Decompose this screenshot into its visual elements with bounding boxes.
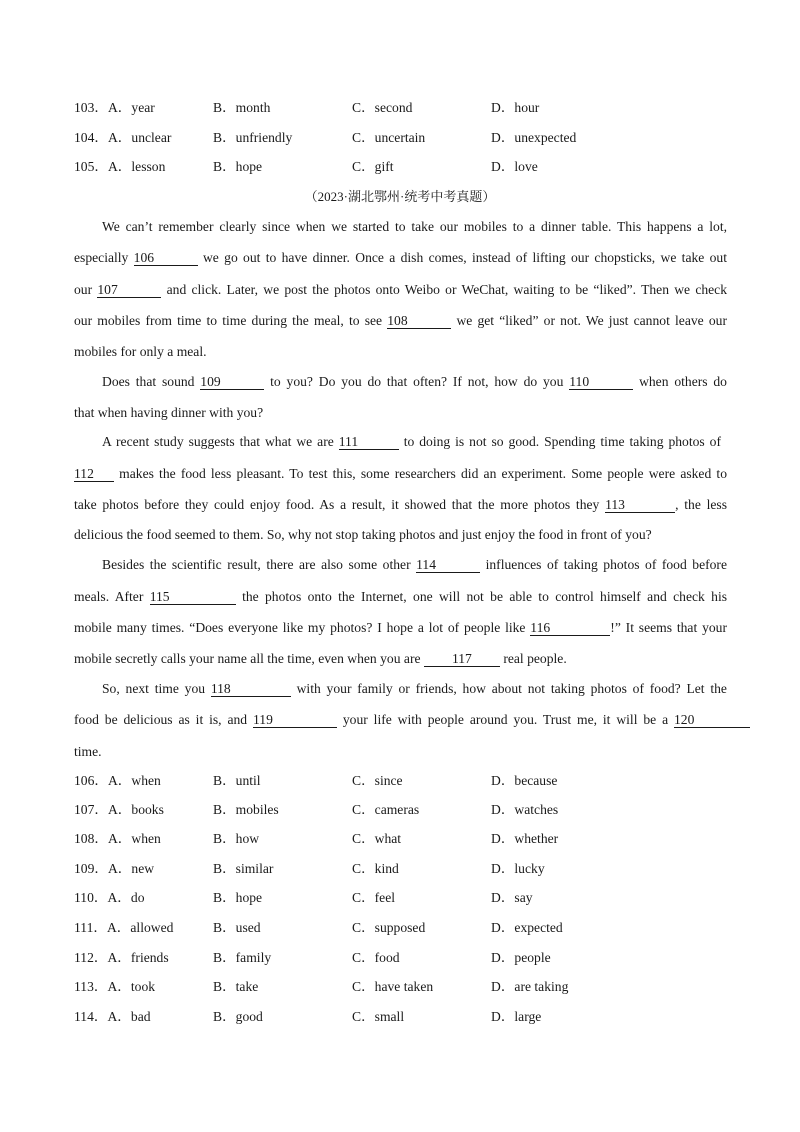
option-d: D．expected (491, 920, 563, 935)
blank-120[interactable]: 120 (674, 712, 750, 728)
passage-line: 112 makes the food less pleasant. To test this, some researchers did an experiment. Some people were asked to (74, 466, 728, 481)
option-d: D．unexpected (491, 130, 577, 145)
option-b: B．mobiles (213, 802, 279, 817)
option-b: B．take (213, 979, 259, 994)
option-d: D．say (491, 890, 533, 905)
option-a: 110．A．do (74, 890, 145, 905)
option-b: B．hope (213, 890, 263, 905)
option-c: C．kind (352, 861, 399, 876)
passage-line: take photos before they could enjoy food. As a result, it showed that the more photos they 113 , the less (74, 497, 727, 512)
passage-line: that when having dinner with you? (74, 405, 264, 420)
passage-line: food be delicious as it is, and 119 your life with people around you. Trust me, it will be a 120 (74, 710, 750, 730)
option-d: D．love (491, 159, 538, 174)
option-a: 107．A．books (74, 802, 164, 817)
option-a: 111．A．allowed (74, 920, 174, 935)
option-b: B．family (213, 950, 272, 965)
passage-line: Does that sound 109 to you? Do you do that often? If not, how do you 110 when others do (102, 374, 727, 389)
blank-119[interactable]: 119 (253, 712, 337, 728)
option-b: B．similar (213, 861, 274, 876)
blank-113[interactable]: 113 (605, 497, 675, 513)
option-c: C．supposed (352, 920, 426, 935)
blank-116[interactable]: 116 (530, 620, 610, 636)
option-d: D．hour (491, 100, 540, 115)
option-d: D．are taking (491, 979, 569, 994)
source-label: （2023·湖北鄂州·统考中考真题） (304, 189, 496, 204)
passage-line: Besides the scientific result, there are also some other 114 influences of taking photos of food before (102, 557, 727, 572)
option-b: B．how (213, 831, 260, 846)
option-a: 105．A．lesson (74, 159, 166, 174)
option-c: C．food (352, 950, 400, 965)
passage-line: mobiles for only a meal. (74, 344, 207, 359)
option-b: B．hope (213, 159, 263, 174)
option-c: C．cameras (352, 802, 420, 817)
passage-line: delicious the food seemed to them. So, why not stop taking photos and just enjoy the food in front of you? (74, 527, 652, 542)
blank-115[interactable]: 115 (150, 589, 236, 605)
passage-line: meals. After 115 the photos onto the Internet, one will not be able to control himself and check his (74, 589, 728, 604)
option-c: C．gift (352, 159, 394, 174)
option-d: D．large (491, 1009, 542, 1024)
option-c: C．feel (352, 890, 396, 905)
option-d: D．lucky (491, 861, 545, 876)
passage-line: A recent study suggests that what we are 111 to doing is not so good. Spending time taking photos of (102, 434, 721, 449)
option-c: C．small (352, 1009, 405, 1024)
option-b: B．until (213, 773, 261, 788)
blank-118[interactable]: 118 (211, 681, 291, 697)
passage-line: mobile secretly calls your name all the time, even when you are 117 real people. (74, 651, 567, 666)
blank-106[interactable]: 106 (134, 250, 198, 266)
option-b: B．good (213, 1009, 263, 1024)
option-c: C．uncertain (352, 130, 426, 145)
option-a: 112．A．friends (74, 950, 169, 965)
option-d: D．whether (491, 831, 559, 846)
passage-line: our mobiles from time to time during the meal, to see 108 we get “liked” or not. We just cannot leave our (74, 313, 727, 328)
passage-line: So, next time you 118 with your family or friends, how about not taking photos of food? Let the (102, 681, 727, 696)
passage-line: our 107 and click. Later, we post the photos onto Weibo or WeChat, waiting to be “liked”. Then we check (74, 282, 728, 297)
passage-line: especially 106 we go out to have dinner. Once a dish comes, instead of lifting our chopsticks, we take out (74, 250, 727, 265)
option-a: 103．A．year (74, 100, 155, 115)
option-c: C．second (352, 100, 413, 115)
blank-109[interactable]: 109 (200, 374, 264, 390)
passage-line: mobile many times. “Does everyone like my photos? I hope a lot of people like 116 !” It seems that your (74, 620, 727, 635)
option-c: C．since (352, 773, 403, 788)
option-d: D．watches (491, 802, 559, 817)
blank-111[interactable]: 111 (339, 434, 399, 450)
option-a: 114．A．bad (74, 1009, 151, 1024)
option-d: D．people (491, 950, 551, 965)
passage-line: We can’t remember clearly since when we started to take our mobiles to a dinner table. This happens a lot, (102, 219, 727, 234)
blank-107[interactable]: 107 (97, 282, 161, 298)
option-c: C．what (352, 831, 402, 846)
option-b: B．unfriendly (213, 130, 293, 145)
blank-110[interactable]: 110 (569, 374, 633, 390)
option-a: 108．A．when (74, 831, 161, 846)
blank-112[interactable]: 112 (74, 466, 114, 482)
option-a: 109．A．new (74, 861, 155, 876)
option-a: 106．A．when (74, 773, 161, 788)
option-b: B．used (213, 920, 261, 935)
blank-108[interactable]: 108 (387, 313, 451, 329)
option-a: 113．A．took (74, 979, 156, 994)
option-c: C．have taken (352, 979, 434, 994)
passage-line: time. (74, 744, 102, 759)
option-d: D．because (491, 773, 558, 788)
option-b: B．month (213, 100, 271, 115)
blank-117[interactable]: 117 (424, 651, 500, 667)
option-a: 104．A．unclear (74, 130, 172, 145)
blank-114[interactable]: 114 (416, 557, 480, 573)
